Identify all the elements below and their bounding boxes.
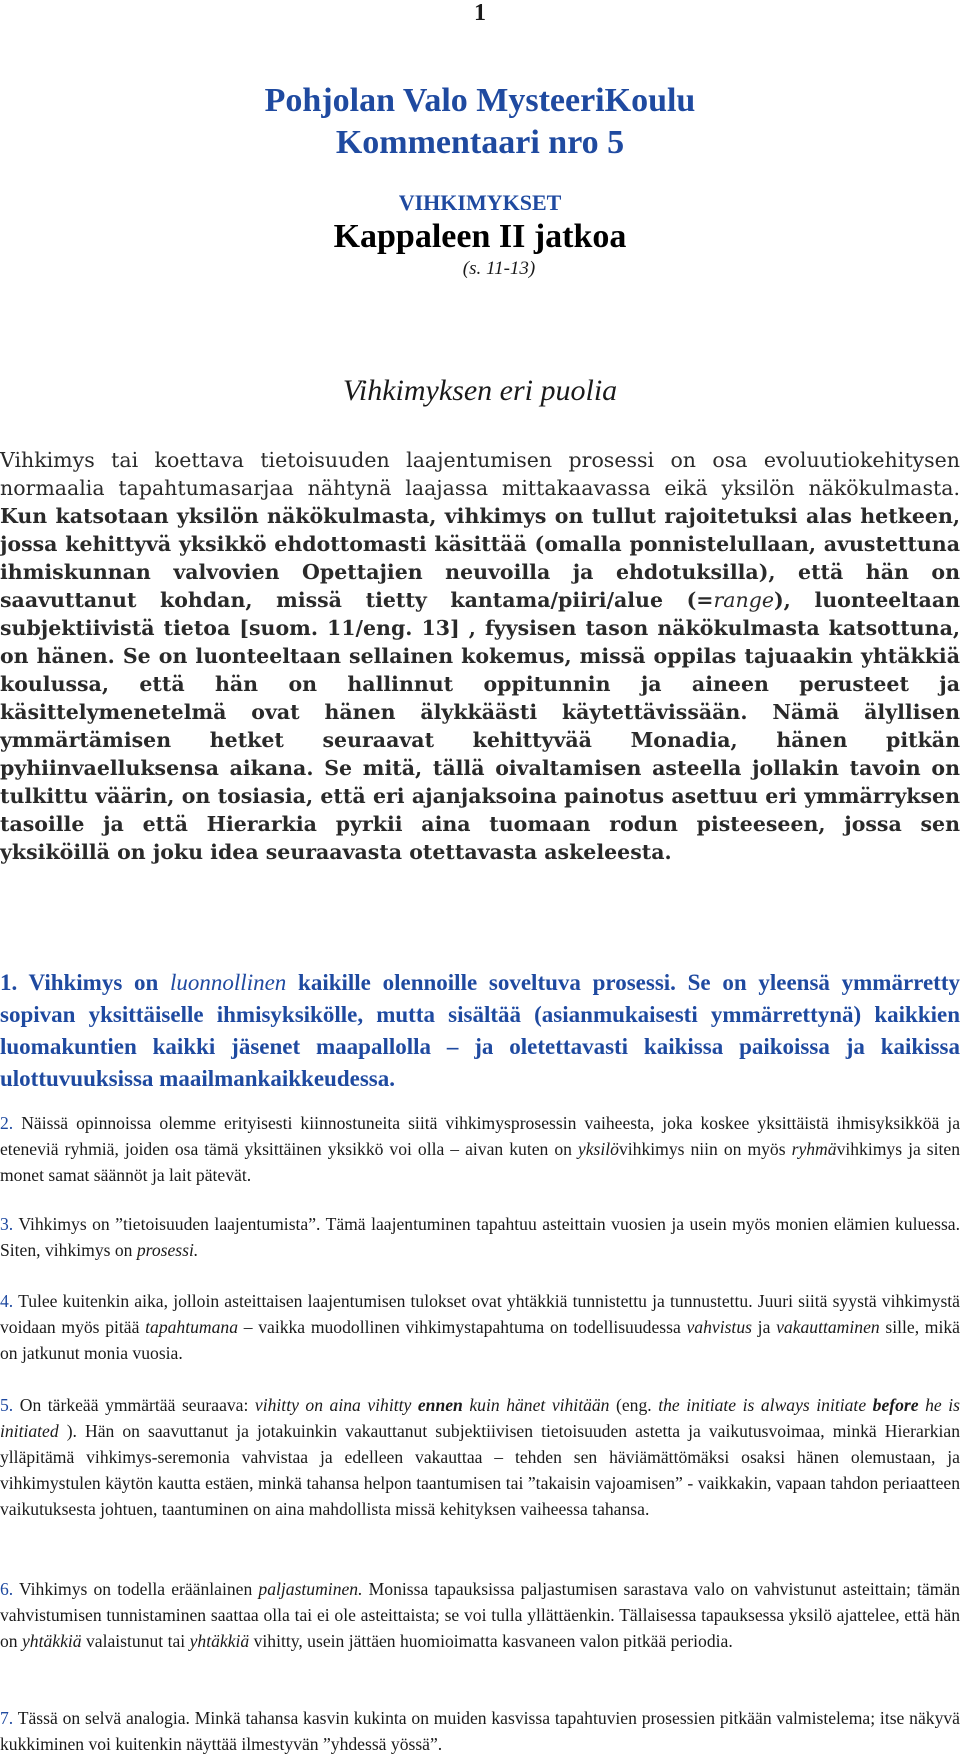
p2-text-b: vihkimys niin on myös — [618, 1139, 792, 1159]
p6-em3: yhtäkkiä — [189, 1631, 250, 1651]
intro-text-b: ), luonteeltaan subjektiivistä tietoa [suom. 11/eng. 13] , fyysisen tason näkökulmasta katsottuna, on hänen. Se on luonteeltaan sellainen kokemus, missä oppilas tajuaakin yhtäkkiä koulussa, että hän on hallinnut oppitunnin ja aineen perusteet ja käsittelymenetelmä ovat hänen älykkäästi käytettävissään. Nämä älyllisen ymmärtämisen hetket seuraavat kehittyvää Monadia, hänen pitkän pyhiinvaelluksensa aikana. Se mitä, tällä oivaltamisen asteella jollakin tavoin on tulkittu väärin, on tosiasia, että eri ajanjaksoina painotus asettuu eri ymmärryksen tasoille ja että Hierarkia pyrkii aina tuomaan rodun pisteeseen, jossa sen yksiköillä on joku idea seuraavasta otettavasta askeleesta. — [0, 588, 960, 864]
intro-lead: Vihkimys tai koettava tietoisuuden laajentumisen prosessi on osa evoluutiokehitysen normaalia tapahtumasarjaa nähtynä laajassa mittakaavassa eikä yksilön näkökulmasta. — [0, 448, 960, 500]
p7-text-a: Tässä on selvä analogia. Minkä tahansa kasvin kukinta on muiden kasvissa tapahtuvien prosessien pitkään valmistelema; itse näkyvä kukkiminen voi kuitenkin näyttää ilmestyvän ”yhdessä yössä”. — [0, 1708, 960, 1754]
p3-emphasis: prosessi. — [136, 1240, 199, 1260]
paragraph-2 — [0, 1110, 960, 1188]
p4-em3: vakauttaminen — [776, 1317, 880, 1337]
intro-paragraph — [0, 446, 960, 866]
p7-number: 7. — [0, 1708, 14, 1728]
p6-text-c: valaistunut tai — [81, 1631, 190, 1651]
p6-text-b: Monissa tapauksissa paljastumisen sarastava valo on vahvistunut asteittain; tämän vahvistumisen tunnistaminen saattaa olla tai ei ole asteittaista; se voi tulla yllättäenkin. Tällaisessa tapauksessa yksilö ajattelee, että hän on — [0, 1579, 960, 1651]
page-range: (s. 11-13) — [462, 258, 536, 279]
paragraph-4 — [0, 1288, 960, 1366]
p5-strong1: ennen — [417, 1395, 463, 1415]
p5-text-a: On tärkeää ymmärtää seuraava: — [13, 1395, 255, 1415]
p1-text-b: kaikille olennoille soveltuva prosessi. Se on yleensä ymmärretty sopivan yksittäiselle ihmisyksikölle, mutta sisältää (asianmukaisesti ymmärrettynä) kaikkien luomakuntien kaikki jäsenet maapallolla – ja oletettavasti kaikissa paikoissa ja kaikissa ulottuvuuksissa maailmankaikkeudessa. — [0, 970, 960, 1091]
p2-em2: ryhmä — [791, 1139, 837, 1159]
p2-number: 2. — [0, 1113, 14, 1133]
section-heading: Vihkimyksen eri puolia — [342, 374, 618, 407]
p1-emphasis: luonnollinen — [170, 970, 287, 995]
school-name: Pohjolan Valo MysteeriKoulu — [264, 82, 696, 119]
paragraph-3 — [0, 1211, 960, 1263]
p5-em1: vihitty on aina vihitty — [254, 1395, 418, 1415]
p5-number: 5. — [0, 1395, 14, 1415]
p1-text-a: 1. Vihkimys on — [0, 970, 171, 995]
p4-text-d: sille, mikä on jatkunut monia vuosia. — [0, 1317, 960, 1363]
paragraph-5 — [0, 1392, 960, 1522]
p6-em1: paljastuminen. — [258, 1579, 363, 1599]
p2-em1: yksilö — [577, 1139, 619, 1159]
p5-em2: kuin hänet vihitään — [462, 1395, 610, 1415]
p4-text-a: Tulee kuitenkin aika, jolloin asteittaisen laajentumisen tulokset ovat yhtäkkiä tunnistettu ja tunnustettu. Juuri siitä syystä vihkimystä voidaan myös pitää — [0, 1291, 960, 1337]
p4-number: 4. — [0, 1291, 14, 1311]
commentary-number: Kommentaari nro 5 — [335, 124, 625, 161]
p4-em1: tapahtumana — [145, 1317, 238, 1337]
p5-text-b: (eng. — [609, 1395, 659, 1415]
intro-text-a: Kun katsotaan yksilön näkökulmasta, vihkimys on tullut rajoitetuksi alas hetkeen, jossa kehittyvä yksikkö ehdottomasti käsittää (omalla ponnistelullaan, avustettuna ihmiskunnan valvovien Opettajien neuvoilla ja ehdotuksilla), että hän on saavuttanut kohdan, missä tietty kantama/piiri/alue (= — [0, 504, 960, 612]
p5-text-c: ). Hän on saavuttanut ja jotakuinkin vakauttanut subjektiivisen tietoisuuden astetta ja vaikutusvoimaa, minkä Hierarkian ylläpitämä vihkimys-seremonia vahvistaa ja edelleen vakauttaa – tehden sen häviämättömäksi osaksi hänen olemustaan, ja vihkimystulen käytön kautta estäen, minkä tahansa helpon taantumisen tai ”takaisin vajoamisen” - vaikkakin, vapaan tahdon periaatteen vaikutuksesta johtuen, taantuminen on aina mahdollista missä kehityksen vaiheessa tahansa. — [0, 1421, 960, 1519]
p3-number: 3. — [0, 1214, 14, 1234]
p5-em3: the initiate is always initiate — [658, 1395, 873, 1415]
p5-em4: he is initiated — [0, 1395, 960, 1441]
title-block — [0, 80, 960, 280]
paragraph-6 — [0, 1576, 960, 1654]
p4-text-b: – vaikka muodollinen vihkimystapahtuma on todellisuudessa — [238, 1317, 687, 1337]
topic-label: VIHKIMYKSET — [398, 190, 562, 215]
p6-em2: yhtäkkiä — [22, 1631, 82, 1651]
p3-text-a: Vihkimys on ”tietoisuuden laajentumista”. Tämä laajentuminen tapahtuu asteittain vuosien ja usein myös monien elämien kuluessa. Siten, vihkimys on — [0, 1214, 960, 1260]
p6-text-d: vihitty, usein jättäen huomioimatta kasvaneen valon pitkää periodia. — [249, 1631, 733, 1651]
paragraph-7 — [0, 1705, 960, 1757]
p6-text-a: Vihkimys on todella eräänlainen — [13, 1579, 259, 1599]
intro-range-term: range — [713, 588, 774, 612]
p4-text-c: ja — [751, 1317, 777, 1337]
p6-number: 6. — [0, 1579, 14, 1599]
paragraph-1 — [0, 967, 960, 1095]
p2-text-c: vihkimys ja siten monet samat säännöt ja lait pätevät. — [0, 1139, 960, 1185]
p4-em2: vahvistus — [686, 1317, 752, 1337]
page-number: 1 — [474, 0, 486, 26]
chapter-title: Kappaleen II jatkoa — [333, 218, 627, 255]
p5-strong2: before — [872, 1395, 919, 1415]
p2-text-a: Näissä opinnoissa olemme erityisesti kiinnostuneita siitä vihkimysprosessin vaiheesta, joka koskee yksittäistä ihmisyksikköä ja eteneviä ryhmiä, joiden osa tämä yksittäinen yksikkö voi olla – aivan kuten on — [0, 1113, 960, 1159]
